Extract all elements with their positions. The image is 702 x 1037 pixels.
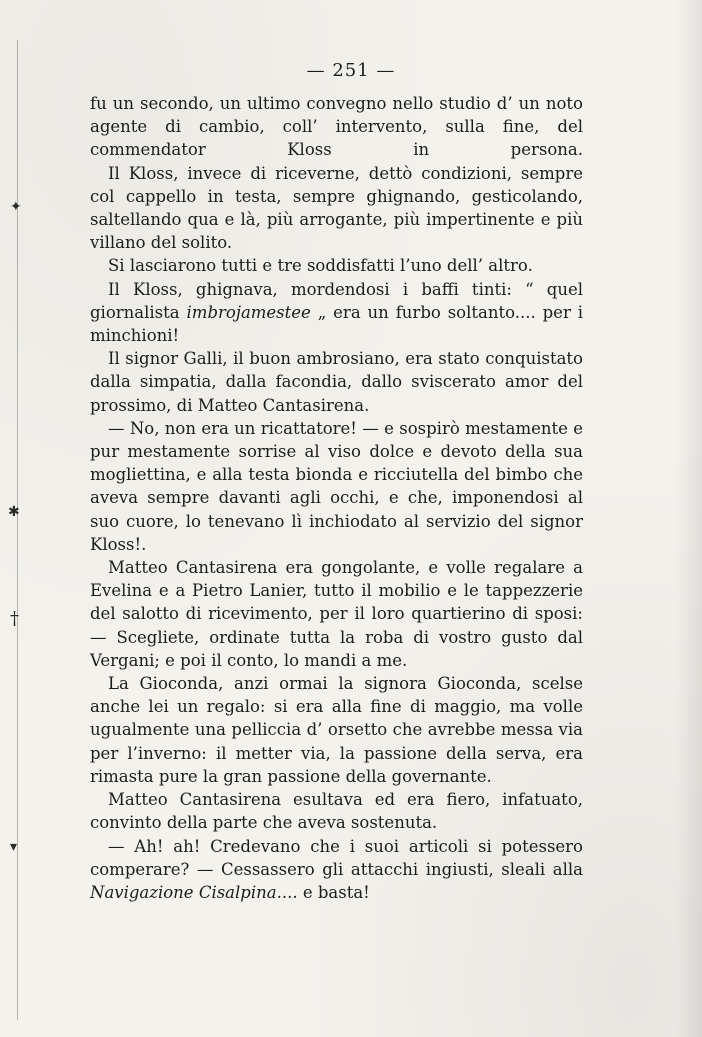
italic-term: imbrojamestee [186, 302, 311, 322]
margin-mark: † [10, 608, 19, 629]
margin-mark: ▾ [10, 839, 18, 855]
margin-mark: ✦ [10, 199, 22, 215]
paragraph: Il Kloss, invece di riceverne, dettò condizioni, sempre col cappello in testa, sempre ghignando, gesticolando, saltellando qua e là, più arrogante, più impertinente e più villano del solito. [90, 163, 583, 253]
paragraph: Matteo Cantasirena era gongolante, e volle regalare a Evelina e a Pietro Lanier, tutto il mobilio e le tappezzerie del salotto di ricevimento, per il loro quartierino di sposi: — Scegliete, ordinate tutta la roba di vostro gusto dal Vergani; e poi il conto, lo mandi a me. [90, 558, 583, 670]
margin-mark: ✱ [8, 504, 20, 520]
binding-edge-line [17, 40, 18, 1020]
paragraph: Il Kloss, ghignava, mordendosi i baffi tinti: “ quel giornalista imbrojamestee „ era un furbo soltanto.... per i minchioni! [90, 279, 584, 346]
page-number: — 251 — [306, 60, 396, 81]
paragraph: — No, non era un ricattatore! — e sospirò mestamente e pur mestamente sorrise al viso dolce e devoto della sua mogliettina, e alla testa bionda e ricciutella del bimbo che aveva sempre davanti agli occhi, e che, imponendosi al suo cuore, lo tenevano lì inchiodato al servizio del signor Kloss!. [90, 418, 583, 554]
paragraph: Il signor Galli, il buon ambrosiano, era stato conquistato dalla simpatia, dalla facondia, dallo sviscerato amor del prossimo, di Matteo Cantasirena. [90, 349, 583, 415]
italic-term: Navigazione Cisalpina.... [90, 882, 298, 902]
paragraph: La Gioconda, anzi ormai la signora Gioconda, scelse anche lei un regalo: si era alla fine di maggio, ma volle ugualmente una pelliccia d’ orsetto che avrebbe messa via per l’inverno: il metter via, la passione della serva, era rimasta pure la gran passione della governante. [90, 674, 583, 786]
page-edge-shadow [676, 0, 702, 1037]
paragraph: — Ah! ah! Credevano che i suoi articoli si potessero comperare? — Cessassero gli attacchi ingiusti, sleali alla Navigazione Cisalpina.... e basta! [90, 836, 583, 902]
body-text [90, 92, 583, 904]
paragraph: fu un secondo, un ultimo convegno nello studio d’ un noto agente di cambio, coll’ intervento, sulla fine, del commendator Kloss in persona. [90, 94, 583, 160]
paragraph: Si lasciarono tutti e tre soddisfatti l’uno dell’ altro. [108, 256, 533, 276]
paragraph: Matteo Cantasirena esultava ed era fiero, infatuato, convinto della parte che aveva sostenuta. [90, 790, 583, 833]
